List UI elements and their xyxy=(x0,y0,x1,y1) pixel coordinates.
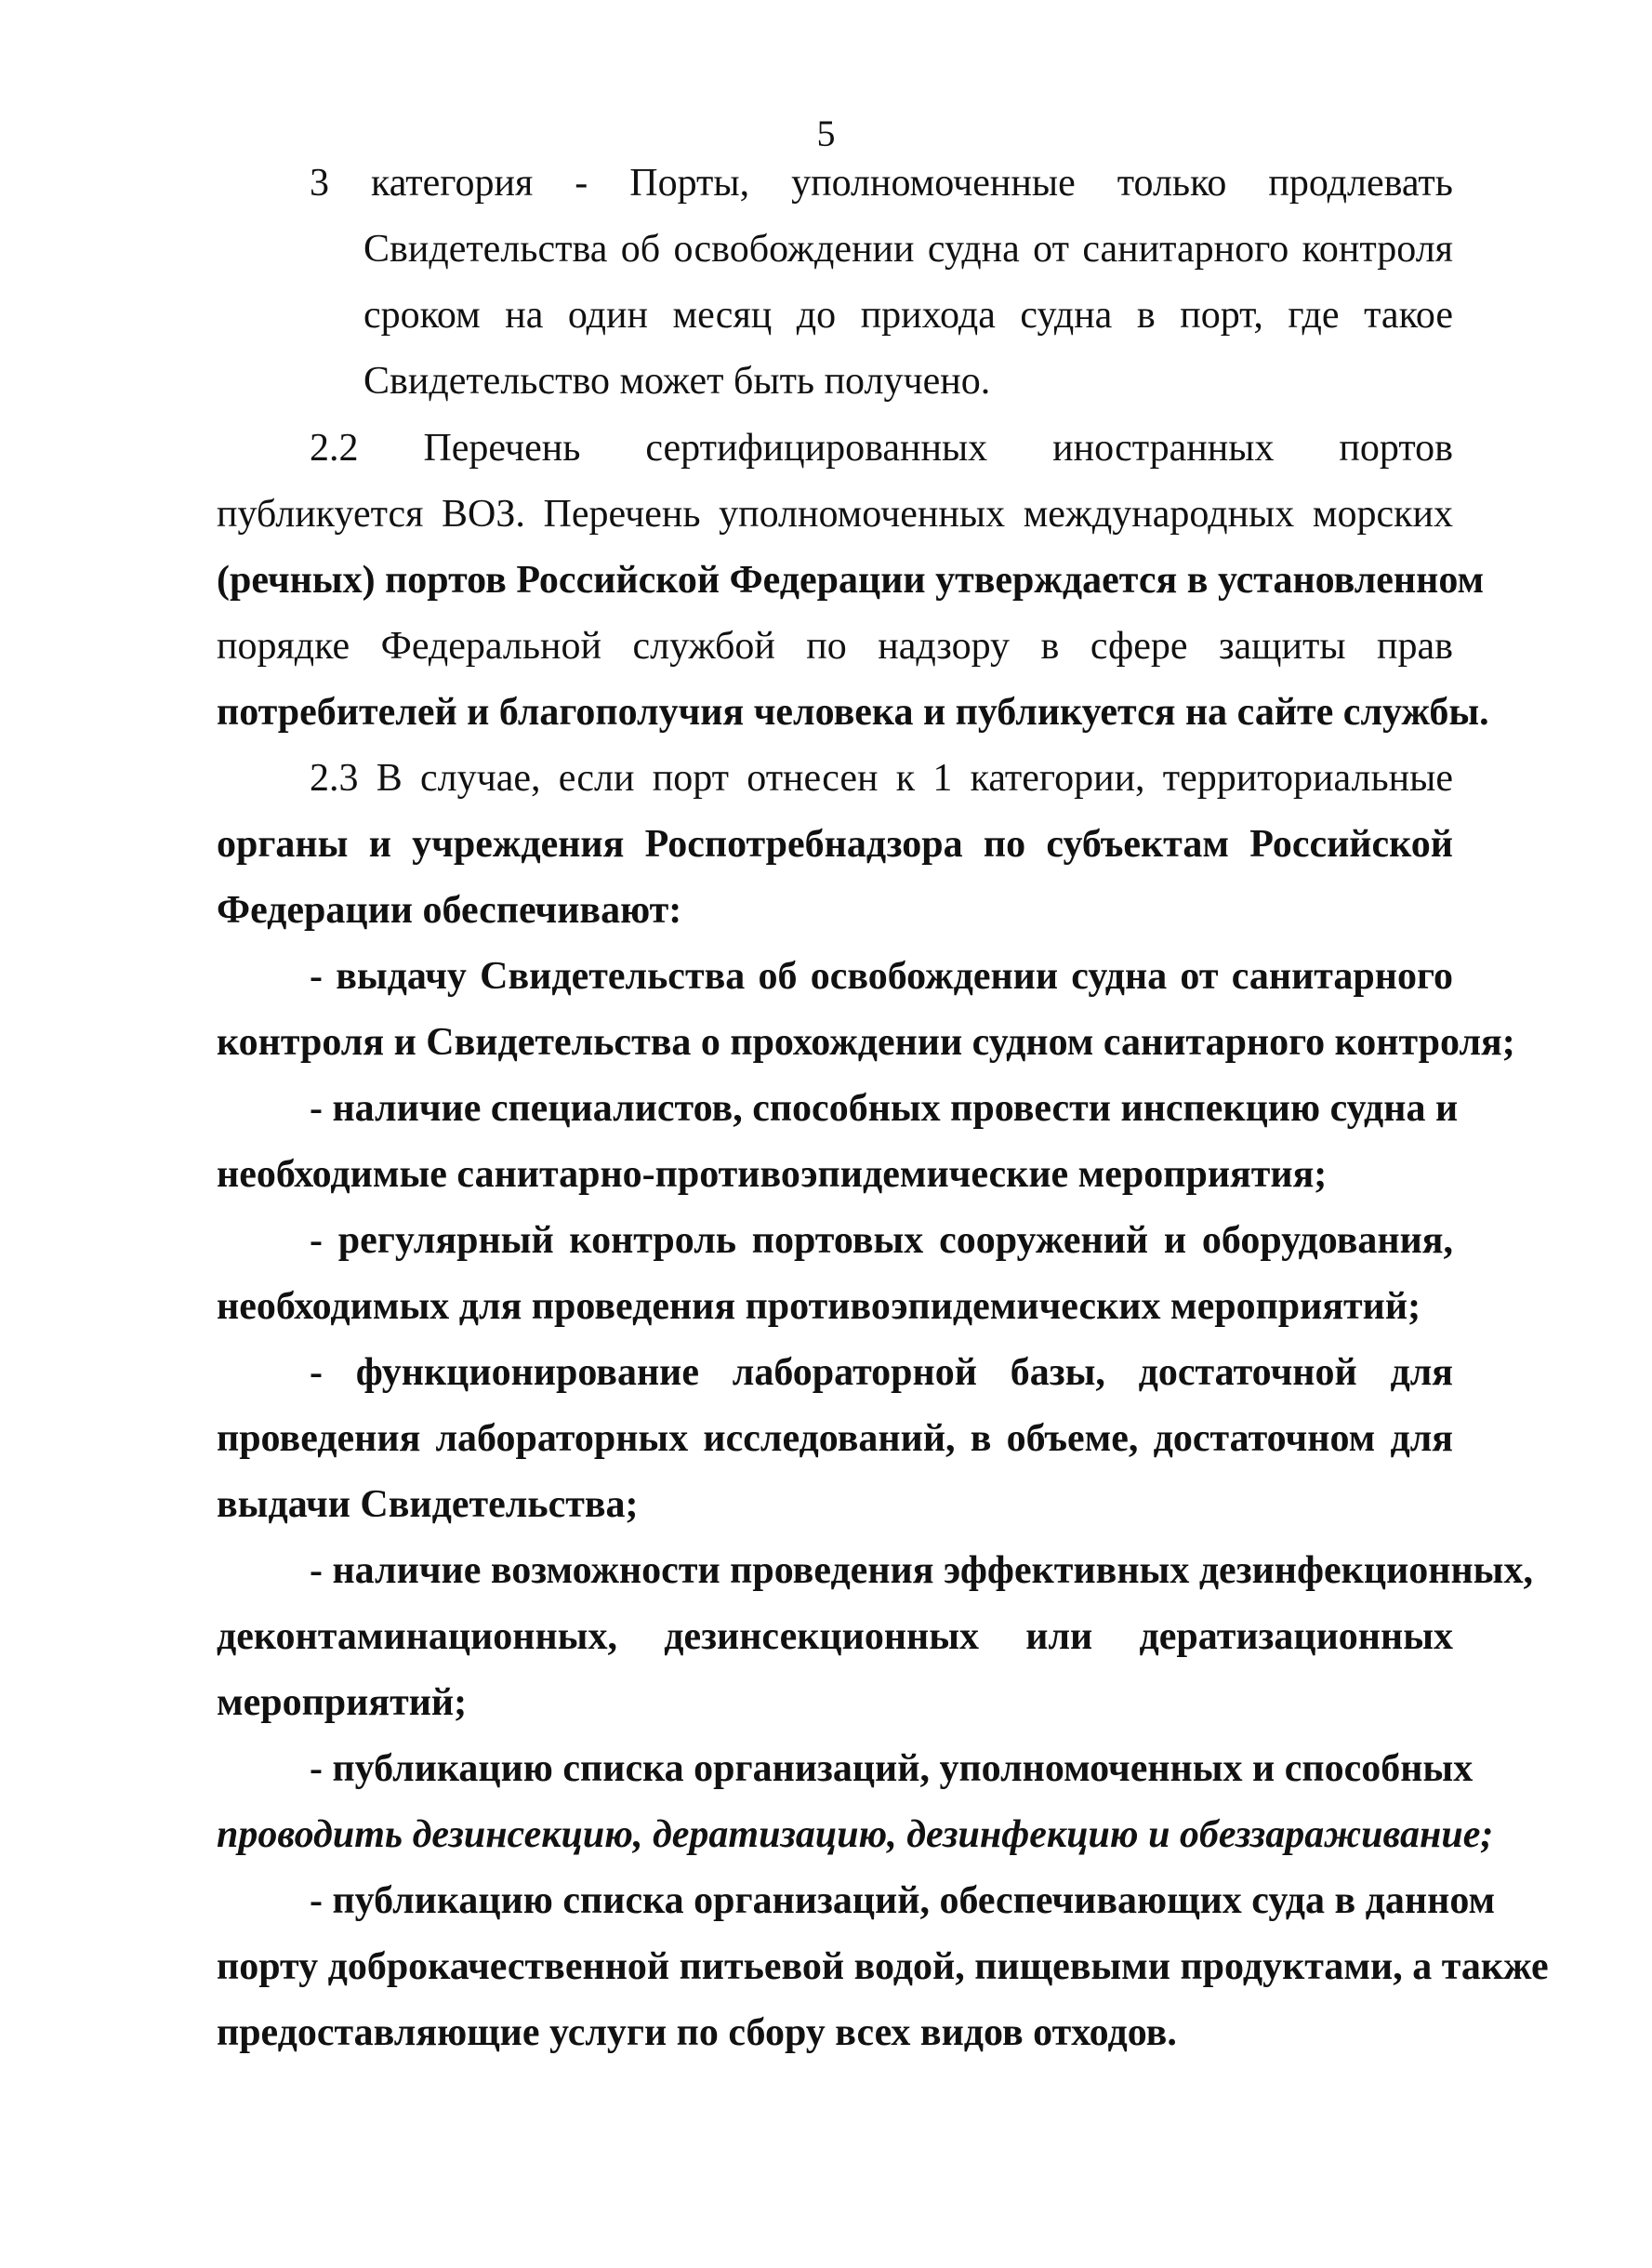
category-dash: - xyxy=(575,162,588,205)
list-item-5-line-3: мероприятий; xyxy=(217,1681,468,1724)
category-3-line-2: сроком на один месяц до прихода судна в порт, где такое xyxy=(363,294,1453,337)
category-number: 3 xyxy=(310,162,329,205)
list-item-4-line-2: проведения лабораторных исследований, в объеме, достаточном для xyxy=(217,1417,1453,1460)
section-2-2-word-certified: сертифицированных xyxy=(645,427,988,470)
section-2-3-line-2: органы и учреждения Роспотребнадзора по субъектам Российской xyxy=(217,823,1453,866)
section-2-2-line-3: (речных) портов Российской Федерации утверждается в установленном xyxy=(217,559,1485,602)
list-item-2-line-2: необходимые санитарно-противоэпидемические мероприятия; xyxy=(217,1153,1328,1196)
list-item-5-line-1: - наличие возможности проведения эффективных дезинфекционных, xyxy=(310,1549,1533,1592)
list-item-3-line-2: необходимых для проведения противоэпидемических мероприятий; xyxy=(217,1285,1421,1328)
list-item-4-line-1: - функционирование лабораторной базы, достаточной для xyxy=(310,1351,1453,1394)
list-item-3-line-1: - регулярный контроль портовых сооружений и оборудования, xyxy=(310,1219,1453,1262)
section-2-2-line-5: потребителей и благополучия человека и публикуется на сайте службы. xyxy=(217,691,1489,734)
section-2-2-word-ports: портов xyxy=(1339,427,1453,470)
category-word-authorized: уполномоченные xyxy=(791,162,1076,205)
category-word-ports: Порты, xyxy=(629,162,750,205)
list-item-7-line-1: - публикацию списка организаций, обеспечивающих суда в данном xyxy=(310,1879,1496,1922)
section-2-2-word-foreign: иностранных xyxy=(1052,427,1275,470)
list-item-7-line-3: предоставляющие услуги по сбору всех видов отходов. xyxy=(217,2011,1177,2054)
section-2-2-number: 2.2 xyxy=(310,427,359,470)
section-2-2-line-4: порядке Федеральной службой по надзору в сфере защиты прав xyxy=(217,625,1453,668)
category-3-block xyxy=(310,151,1453,415)
category-3-line-3: Свидетельство может быть получено. xyxy=(363,360,991,403)
category-3-line-1: Свидетельства об освобождении судна от санитарного контроля xyxy=(363,228,1453,271)
section-2-2-line-2: публикуется ВОЗ. Перечень уполномоченных международных морских xyxy=(217,493,1453,536)
list-item-7-line-2: порту доброкачественной питьевой водой, пищевыми продуктами, а также xyxy=(217,1945,1549,1988)
list-item-6-line-1: - публикацию списка организаций, уполномоченных и способных xyxy=(310,1747,1474,1790)
section-2-2-word-list: Перечень xyxy=(423,427,581,470)
list-item-1-line-2: контроля и Свидетельства о прохождении судном санитарного контроля; xyxy=(217,1021,1515,1064)
list-item-1-line-1: - выдачу Свидетельства об освобождении судна от санитарного xyxy=(310,955,1453,998)
section-2-3-line-3: Федерации обеспечивают: xyxy=(217,889,682,932)
list-item-5-line-2: деконтаминационных, дезинсекционных или дератизационных xyxy=(217,1615,1453,1658)
list-item-2-line-1: - наличие специалистов, способных провести инспекцию судна и xyxy=(310,1087,1459,1130)
category-3-heading-row xyxy=(310,151,1453,217)
section-2-3-first-line: 2.3 В случае, если порт отнесен к 1 категории, территориальные xyxy=(310,757,1453,800)
category-word-only: только xyxy=(1117,162,1227,205)
page-number: 5 xyxy=(816,113,836,154)
list-item-6-line-2: проводить дезинсекцию, дератизацию, дезинфекцию и обеззараживание; xyxy=(217,1813,1494,1856)
category-word: категория xyxy=(370,162,534,205)
category-word-extend: продлевать xyxy=(1268,162,1453,205)
section-2-2-first-line xyxy=(310,416,1453,482)
list-item-4-line-3: выдачи Свидетельства; xyxy=(217,1483,639,1526)
